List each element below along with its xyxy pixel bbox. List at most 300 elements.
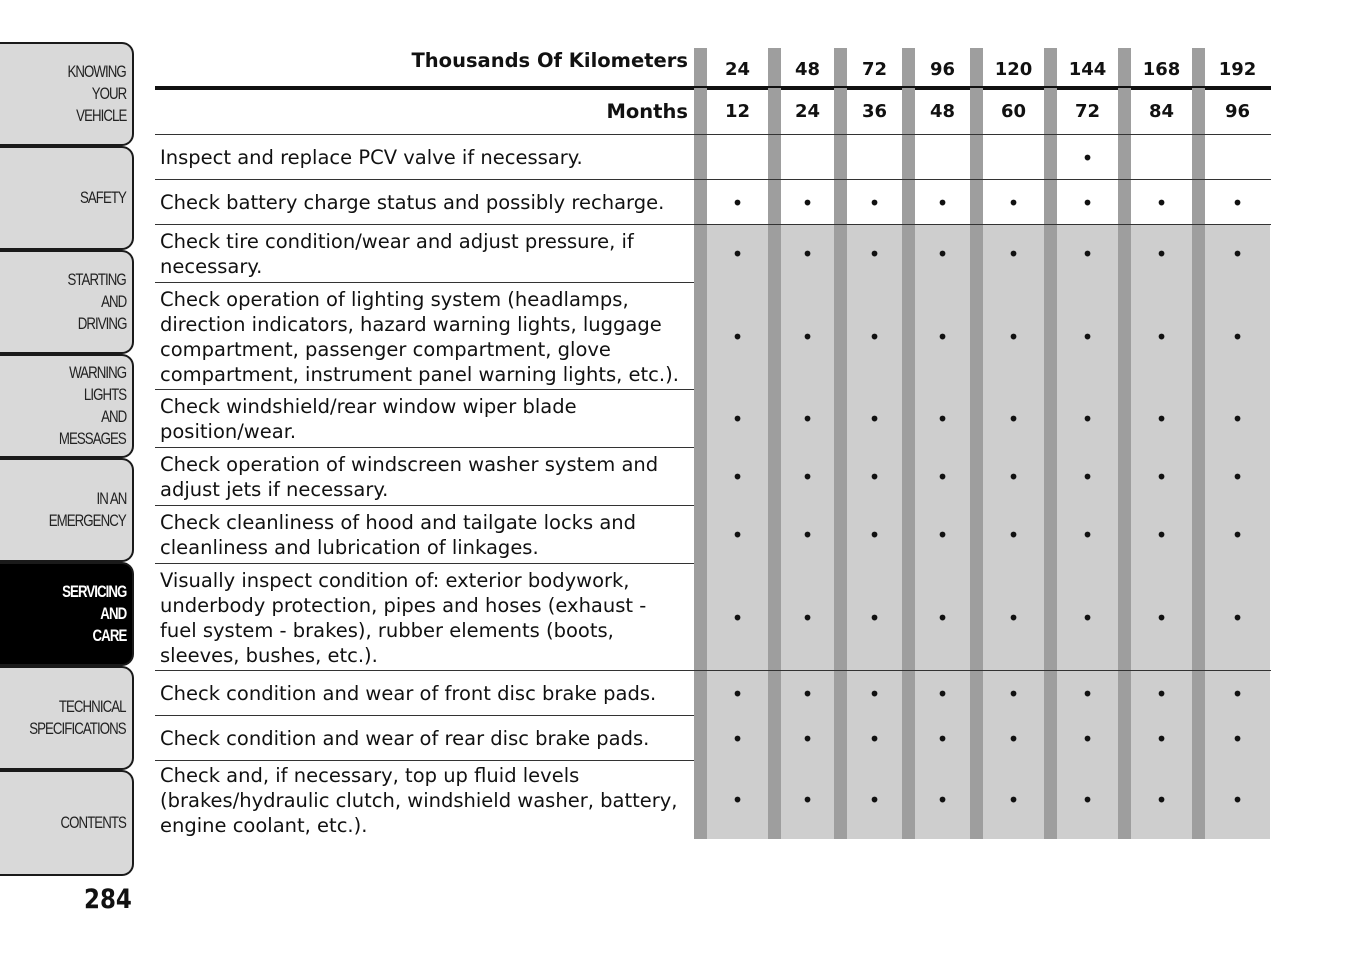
check-mark-dot: • (1081, 242, 1094, 266)
km-interval: 48 (794, 59, 821, 80)
chapter-tab-contents[interactable] (0, 770, 134, 876)
column-separator (1044, 564, 1057, 671)
column-separator (1192, 506, 1205, 564)
km-interval: 72 (861, 59, 888, 80)
table-row (155, 390, 1271, 448)
interval-cell (707, 506, 768, 564)
column-separator (970, 283, 983, 390)
column-separator (1118, 180, 1131, 225)
column-separator (768, 180, 781, 225)
check-mark-dot: • (936, 726, 949, 751)
interval-cell (707, 761, 768, 839)
interval-cell (983, 716, 1044, 761)
interval-cell (847, 225, 902, 283)
interval-cell (847, 671, 902, 716)
chapter-tab-label: STARTING (67, 270, 126, 289)
interval-cell (1205, 180, 1270, 225)
column-separator (1192, 88, 1205, 135)
check-mark-dot: • (731, 726, 744, 751)
interval-cell (1205, 390, 1270, 448)
chapter-tab-label: SAFETY (80, 188, 126, 207)
check-mark-dot: • (868, 681, 881, 706)
check-mark-dot: • (1081, 145, 1094, 170)
column-separator (902, 283, 915, 390)
maintenance-task: Check operation of windscreen washer system and adjust jets if necessary. (160, 453, 659, 501)
check-mark-dot: • (1081, 190, 1094, 215)
column-separator (902, 88, 915, 135)
column-separator (1192, 135, 1205, 180)
column-separator (970, 180, 983, 225)
column-separator (1044, 671, 1057, 716)
check-mark-dot: • (1081, 324, 1094, 349)
column-separator (1192, 390, 1205, 448)
interval-cell (915, 448, 970, 506)
interval-cell (1205, 225, 1270, 283)
interval-cell (983, 448, 1044, 506)
interval-cell (847, 283, 902, 390)
check-mark-dot: • (801, 324, 814, 349)
interval-cell (1131, 564, 1192, 671)
interval-cell (1131, 716, 1192, 761)
column-separator (1044, 506, 1057, 564)
check-mark-dot: • (731, 523, 744, 547)
column-separator (768, 88, 781, 135)
column-separator (970, 225, 983, 283)
kilometers-header-label: Thousands Of Kilometers (411, 49, 688, 72)
chapter-tab-label: CARE (92, 626, 126, 645)
check-mark-dot: • (731, 324, 744, 349)
column-separator (834, 506, 847, 564)
check-mark-dot: • (1081, 788, 1094, 812)
column-separator (1118, 225, 1131, 283)
header-row-kilometers (155, 48, 1271, 88)
column-separator (902, 564, 915, 671)
interval-cell (915, 671, 970, 716)
interval-cell (1057, 225, 1118, 283)
check-mark-dot: • (1231, 407, 1244, 431)
interval-cell (847, 761, 902, 839)
maintenance-task: Visually inspect condition of: exterior bodywork, underbody protection, pipes and hoses (exhaust - fuel system - brakes), rubber elements (boots, sleeves, bushes, etc.). (160, 568, 647, 667)
check-mark-dot: • (1231, 465, 1244, 489)
column-separator (694, 761, 707, 839)
check-mark-dot: • (1081, 407, 1094, 431)
check-mark-dot: • (801, 523, 814, 547)
check-mark-dot: • (1231, 605, 1244, 630)
check-mark-dot: • (1007, 407, 1020, 431)
column-separator (694, 48, 707, 88)
column-separator (1192, 448, 1205, 506)
maintenance-task: Check cleanliness of hood and tailgate locks and cleanliness and lubrication of linkages. (160, 511, 637, 559)
column-separator (1192, 671, 1205, 716)
interval-cell (1131, 506, 1192, 564)
interval-cell (915, 225, 970, 283)
interval-cell (707, 564, 768, 671)
column-separator (970, 88, 983, 135)
interval-cell (983, 390, 1044, 448)
check-mark-dot: • (1155, 242, 1168, 266)
check-mark-dot: • (1155, 407, 1168, 431)
interval-cell (915, 716, 970, 761)
column-separator (970, 671, 983, 716)
km-interval: 168 (1142, 59, 1181, 80)
column-separator (768, 506, 781, 564)
km-interval: 144 (1068, 59, 1107, 80)
column-separator (768, 135, 781, 180)
interval-cell (1057, 283, 1118, 390)
column-separator (970, 48, 983, 88)
column-separator (902, 225, 915, 283)
table-row (155, 716, 1271, 761)
interval-cell (1131, 225, 1192, 283)
column-separator (902, 180, 915, 225)
chapter-tab-label: IN AN (96, 489, 126, 508)
check-mark-dot: • (801, 788, 814, 812)
chapter-tab-technical-specifications[interactable] (0, 666, 134, 770)
interval-cell (847, 716, 902, 761)
table-row (155, 135, 1271, 180)
check-mark-dot: • (731, 190, 744, 215)
interval-cell (1131, 761, 1192, 839)
column-separator (902, 48, 915, 88)
column-separator (694, 506, 707, 564)
chapter-tab-label: WARNING (68, 363, 126, 382)
interval-cell (781, 564, 834, 671)
interval-cell (1057, 390, 1118, 448)
check-mark-dot: • (1081, 726, 1094, 751)
column-separator (1192, 716, 1205, 761)
interval-cell (983, 225, 1044, 283)
check-mark-dot: • (868, 523, 881, 547)
check-mark-dot: • (1081, 465, 1094, 489)
interval-cell (1131, 135, 1192, 180)
km-interval: 96 (929, 59, 956, 80)
maintenance-task: Check operation of lighting system (headlamps, direction indicators, hazard warning lights, luggage compartment, passenger compartment, glove compartment, instrument panel warning lights, etc.). (160, 287, 679, 386)
column-separator (1192, 283, 1205, 390)
interval-cell (1057, 671, 1118, 716)
maintenance-task: Check windshield/rear window wiper blade position/wear. (160, 395, 577, 443)
column-separator (694, 283, 707, 390)
column-separator (1118, 390, 1131, 448)
interval-cell (1205, 564, 1270, 671)
table-row (155, 506, 1271, 564)
column-separator (694, 225, 707, 283)
column-separator (768, 225, 781, 283)
check-mark-dot: • (1155, 324, 1168, 349)
column-separator (834, 564, 847, 671)
column-separator (1118, 283, 1131, 390)
check-mark-dot: • (1081, 681, 1094, 706)
interval-cell (781, 135, 834, 180)
column-separator (834, 390, 847, 448)
column-separator (902, 390, 915, 448)
interval-cell (1131, 390, 1192, 448)
check-mark-dot: • (801, 190, 814, 215)
column-separator (834, 225, 847, 283)
interval-cell (1205, 761, 1270, 839)
table-row (155, 283, 1271, 390)
column-separator (1192, 180, 1205, 225)
check-mark-dot: • (1155, 681, 1168, 706)
check-mark-dot: • (1007, 726, 1020, 751)
check-mark-dot: • (936, 324, 949, 349)
interval-cell (707, 180, 768, 225)
chapter-tab-label: AND (100, 407, 126, 426)
column-separator (1192, 48, 1205, 88)
maintenance-task: Check battery charge status and possibly recharge. (160, 191, 665, 214)
check-mark-dot: • (936, 788, 949, 812)
check-mark-dot: • (731, 605, 744, 630)
column-separator (1044, 88, 1057, 135)
maintenance-task: Check condition and wear of front disc brake pads. (160, 682, 657, 705)
column-separator (970, 564, 983, 671)
check-mark-dot: • (1231, 190, 1244, 215)
interval-cell (983, 564, 1044, 671)
interval-cell (847, 180, 902, 225)
interval-cell (781, 671, 834, 716)
column-separator (1118, 506, 1131, 564)
interval-cell (983, 671, 1044, 716)
maintenance-task: Inspect and replace PCV valve if necessary. (160, 146, 583, 169)
interval-cell (915, 564, 970, 671)
check-mark-dot: • (1155, 190, 1168, 215)
chapter-tab-label: SPECIFICATIONS (29, 719, 126, 738)
month-interval: 60 (1000, 101, 1027, 122)
column-separator (1192, 564, 1205, 671)
column-separator (768, 761, 781, 839)
column-separator (1118, 48, 1131, 88)
interval-cell (847, 135, 902, 180)
column-separator (694, 180, 707, 225)
column-separator (768, 448, 781, 506)
interval-cell (847, 506, 902, 564)
interval-cell (1131, 283, 1192, 390)
column-separator (1044, 448, 1057, 506)
check-mark-dot: • (868, 242, 881, 266)
column-separator (1044, 390, 1057, 448)
column-separator (834, 671, 847, 716)
check-mark-dot: • (936, 242, 949, 266)
column-separator (902, 761, 915, 839)
interval-cell (707, 448, 768, 506)
chapter-tab-label: MESSAGES (59, 429, 126, 448)
table-row (155, 671, 1271, 716)
interval-cell (1205, 506, 1270, 564)
interval-cell (1057, 761, 1118, 839)
column-separator (694, 716, 707, 761)
interval-cell (983, 180, 1044, 225)
check-mark-dot: • (1155, 788, 1168, 812)
check-mark-dot: • (1155, 465, 1168, 489)
interval-cell (1205, 671, 1270, 716)
check-mark-dot: • (731, 465, 744, 489)
check-mark-dot: • (801, 681, 814, 706)
column-separator (768, 716, 781, 761)
column-separator (768, 564, 781, 671)
check-mark-dot: • (936, 681, 949, 706)
column-separator (768, 283, 781, 390)
interval-cell (1131, 671, 1192, 716)
check-mark-dot: • (868, 605, 881, 630)
chapter-tab-in-an-emergency[interactable] (0, 458, 134, 562)
check-mark-dot: • (731, 788, 744, 812)
check-mark-dot: • (1231, 324, 1244, 349)
column-separator (970, 716, 983, 761)
km-interval: 120 (994, 59, 1033, 80)
interval-cell (1057, 135, 1118, 180)
check-mark-dot: • (868, 788, 881, 812)
column-separator (1118, 671, 1131, 716)
interval-cell (915, 506, 970, 564)
interval-cell (1205, 135, 1270, 180)
column-separator (1118, 564, 1131, 671)
column-separator (694, 88, 707, 135)
month-interval: 48 (929, 101, 956, 122)
column-separator (1044, 135, 1057, 180)
chapter-tab-safety[interactable] (0, 146, 134, 250)
check-mark-dot: • (868, 407, 881, 431)
column-separator (1118, 448, 1131, 506)
check-mark-dot: • (1155, 523, 1168, 547)
column-separator (694, 390, 707, 448)
month-interval: 24 (794, 101, 821, 122)
check-mark-dot: • (1231, 242, 1244, 266)
interval-cell (1057, 506, 1118, 564)
check-mark-dot: • (1007, 788, 1020, 812)
column-separator (902, 716, 915, 761)
check-mark-dot: • (1155, 605, 1168, 630)
interval-cell (707, 283, 768, 390)
column-separator (694, 671, 707, 716)
interval-cell (915, 180, 970, 225)
interval-cell (915, 761, 970, 839)
column-separator (1118, 761, 1131, 839)
chapter-tab-servicing-and-care[interactable] (0, 562, 134, 666)
chapter-tab-warning-lights-and-messages[interactable] (0, 354, 134, 458)
check-mark-dot: • (1007, 681, 1020, 706)
check-mark-dot: • (801, 465, 814, 489)
interval-cell (781, 716, 834, 761)
interval-cell (781, 180, 834, 225)
check-mark-dot: • (731, 407, 744, 431)
check-mark-dot: • (731, 681, 744, 706)
interval-cell (983, 761, 1044, 839)
interval-cell (707, 225, 768, 283)
maintenance-task: Check condition and wear of rear disc brake pads. (160, 727, 650, 750)
check-mark-dot: • (1007, 465, 1020, 489)
chapter-tab-label: DRIVING (77, 314, 126, 333)
chapter-tab-label: KNOWING (67, 62, 126, 81)
column-separator (970, 761, 983, 839)
chapter-tab-knowing-your-vehicle[interactable] (0, 42, 134, 146)
check-mark-dot: • (1231, 726, 1244, 751)
page-number: 284 (84, 884, 132, 915)
km-interval: 24 (724, 59, 751, 80)
months-header-label: Months (606, 100, 688, 123)
month-interval: 72 (1074, 101, 1101, 122)
column-separator (1044, 180, 1057, 225)
interval-cell (915, 283, 970, 390)
check-mark-dot: • (1007, 523, 1020, 547)
column-separator (902, 671, 915, 716)
check-mark-dot: • (936, 190, 949, 215)
table-row (155, 180, 1271, 225)
check-mark-dot: • (936, 465, 949, 489)
check-mark-dot: • (801, 605, 814, 630)
interval-cell (847, 448, 902, 506)
interval-cell (1057, 564, 1118, 671)
header-row-months (155, 88, 1271, 135)
interval-cell (781, 506, 834, 564)
month-interval: 36 (861, 101, 888, 122)
interval-cell (1205, 283, 1270, 390)
interval-cell (1131, 448, 1192, 506)
interval-cell (1057, 180, 1118, 225)
interval-cell (983, 135, 1044, 180)
check-mark-dot: • (1231, 681, 1244, 706)
column-separator (768, 671, 781, 716)
column-separator (902, 448, 915, 506)
check-mark-dot: • (1007, 190, 1020, 215)
check-mark-dot: • (1155, 726, 1168, 751)
check-mark-dot: • (731, 242, 744, 266)
column-separator (902, 135, 915, 180)
month-interval: 84 (1148, 101, 1175, 122)
check-mark-dot: • (801, 726, 814, 751)
interval-cell (847, 390, 902, 448)
column-separator (834, 283, 847, 390)
interval-cell (781, 390, 834, 448)
interval-cell (1057, 448, 1118, 506)
table-row (155, 564, 1271, 671)
interval-cell (983, 283, 1044, 390)
check-mark-dot: • (1007, 605, 1020, 630)
chapter-tab-label: AND (100, 604, 126, 623)
interval-cell (1057, 716, 1118, 761)
maintenance-task: Check and, if necessary, top up fluid levels (brakes/hydraulic clutch, windshield washer, battery, engine coolant, etc.). (160, 763, 678, 837)
column-separator (768, 390, 781, 448)
chapter-tab-label: YOUR (91, 84, 126, 103)
chapter-tab-label: VEHICLE (75, 106, 126, 125)
column-separator (970, 390, 983, 448)
interval-cell (707, 390, 768, 448)
column-separator (834, 88, 847, 135)
column-separator (834, 135, 847, 180)
interval-cell (781, 761, 834, 839)
chapter-tab-label: AND (100, 292, 126, 311)
column-separator (1192, 761, 1205, 839)
check-mark-dot: • (936, 523, 949, 547)
interval-cell (781, 448, 834, 506)
column-separator (1044, 761, 1057, 839)
chapter-tab-label: TECHNICAL (59, 697, 126, 716)
column-separator (970, 506, 983, 564)
interval-cell (915, 135, 970, 180)
check-mark-dot: • (801, 242, 814, 266)
column-separator (970, 448, 983, 506)
column-separator (768, 48, 781, 88)
interval-cell (1205, 448, 1270, 506)
interval-cell (707, 135, 768, 180)
column-separator (1044, 225, 1057, 283)
column-separator (1118, 135, 1131, 180)
interval-cell (1131, 180, 1192, 225)
column-separator (902, 506, 915, 564)
chapter-tab-starting-and-driving[interactable] (0, 250, 134, 354)
chapter-tab-label: LIGHTS (83, 385, 126, 404)
interval-cell (983, 506, 1044, 564)
column-separator (834, 180, 847, 225)
check-mark-dot: • (868, 324, 881, 349)
